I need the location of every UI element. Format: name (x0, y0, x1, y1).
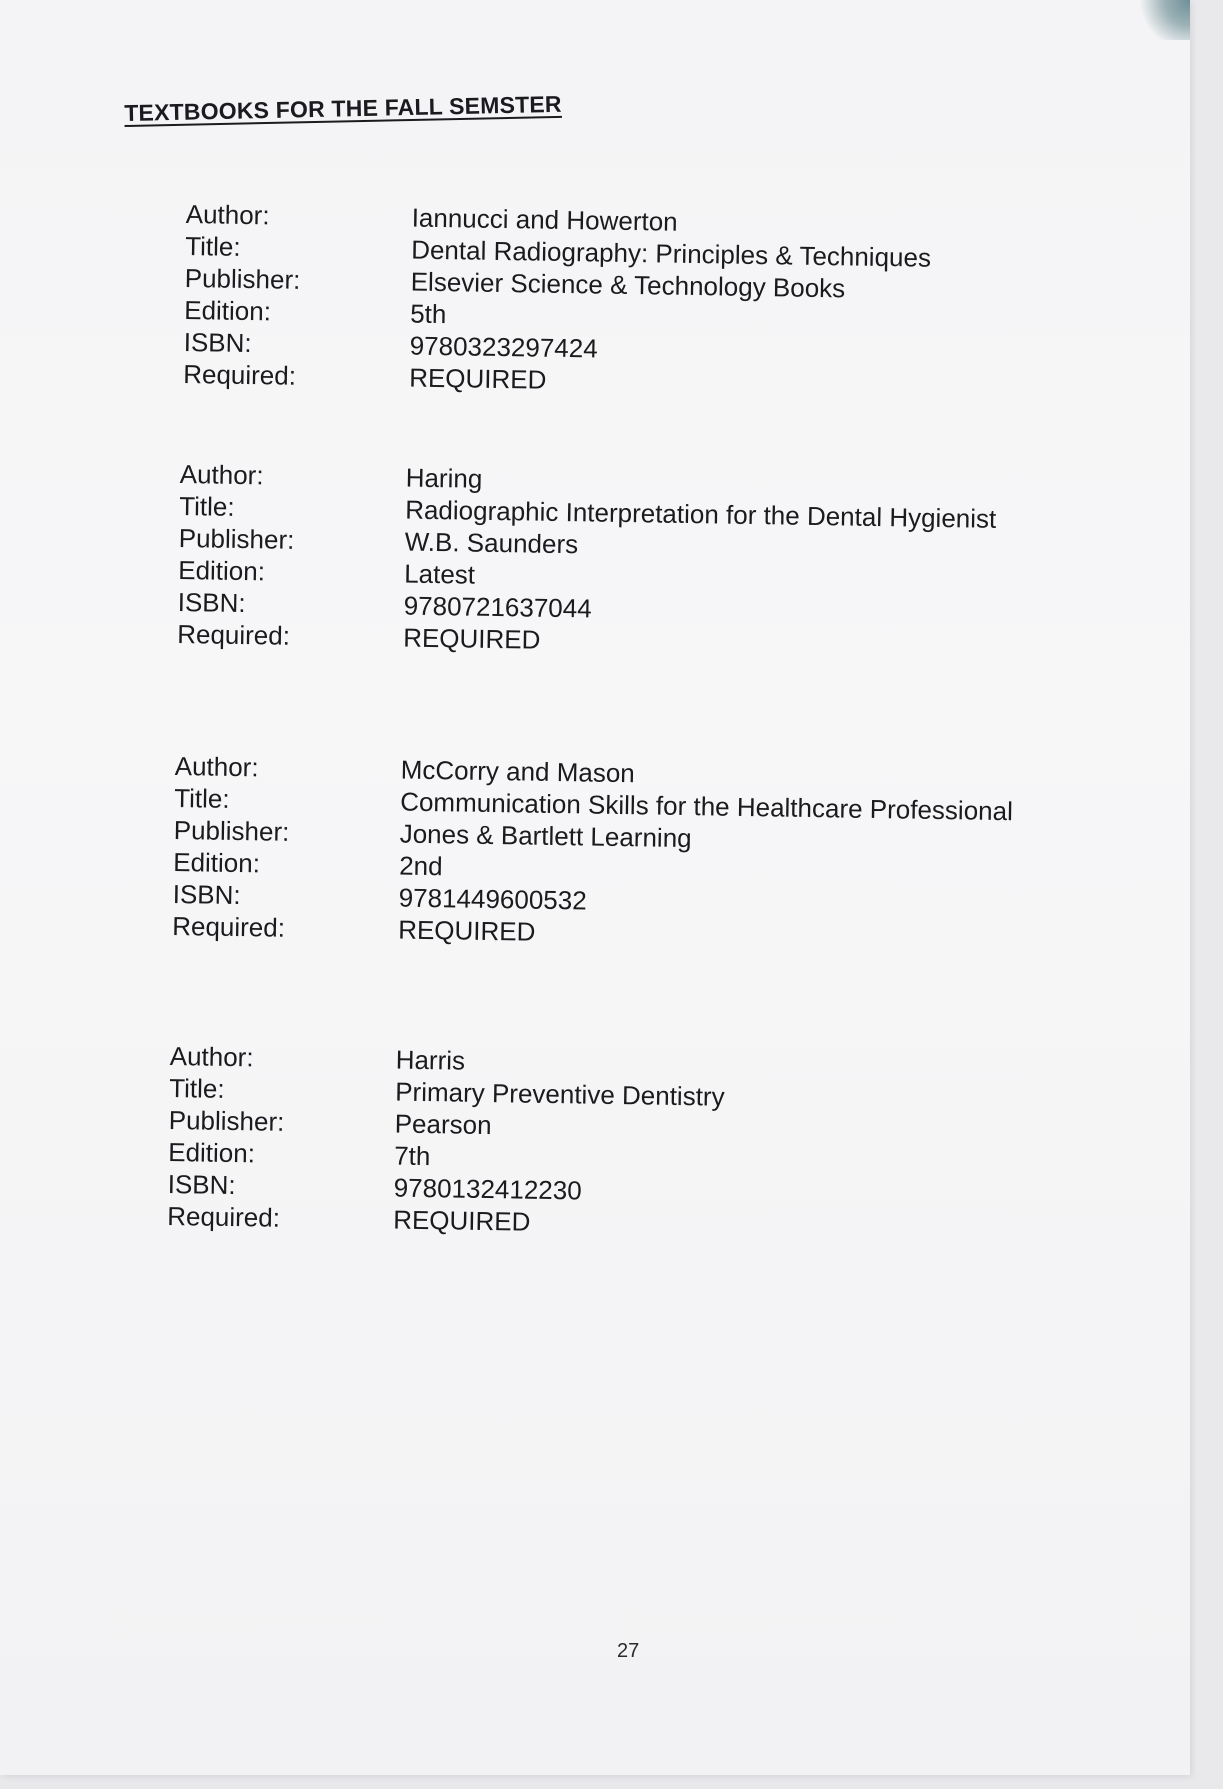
publisher-value: Pearson (394, 1108, 492, 1141)
isbn-label: ISBN: (167, 1168, 236, 1201)
isbn-label: ISBN: (172, 878, 241, 911)
isbn-value: 9780721637044 (403, 590, 592, 624)
publisher-value: W.B. Saunders (404, 526, 579, 560)
book-entry-3 (172, 750, 1075, 956)
title-label: Title: (174, 782, 230, 814)
author-label: Author: (185, 198, 270, 231)
author-label: Author: (169, 1040, 254, 1073)
author-value: Haring (405, 462, 483, 494)
title-label: Title: (179, 490, 235, 522)
isbn-value: 9780132412230 (393, 1172, 582, 1206)
edition-label: Edition: (173, 846, 261, 879)
edition-label: Edition: (184, 294, 272, 327)
book-entry-4 (167, 1040, 1070, 1246)
isbn-label: ISBN: (183, 326, 252, 359)
edition-label: Edition: (168, 1136, 256, 1169)
publisher-label: Publisher: (173, 814, 290, 847)
author-label: Author: (179, 458, 264, 491)
isbn-value: 9781449600532 (398, 882, 587, 916)
required-label: Required: (171, 910, 286, 943)
title-label: Title: (185, 230, 241, 262)
required-value: REQUIRED (402, 622, 541, 655)
book-entry-2 (177, 458, 1080, 664)
page-number: 27 (617, 1640, 640, 1662)
edition-value: 5th (409, 298, 447, 330)
title-value: Communication Skills for the Healthcare Professional (399, 786, 1014, 827)
author-value: Iannucci and Howerton (411, 202, 678, 237)
author-label: Author: (174, 750, 259, 783)
required-value: REQUIRED (397, 914, 536, 947)
title-value: Radiographic Interpretation for the Dental Hygienist (404, 494, 997, 534)
required-value: REQUIRED (408, 362, 547, 395)
page-heading: TEXTBOOKS FOR THE FALL SEMSTER (124, 90, 562, 126)
author-value: McCorry and Mason (400, 754, 636, 789)
author-value: Harris (395, 1044, 466, 1076)
required-label: Required: (182, 358, 297, 391)
isbn-label: ISBN: (177, 586, 246, 619)
required-label: Required: (176, 618, 291, 651)
page-corner-shadow (1130, 0, 1190, 40)
required-value: REQUIRED (392, 1204, 531, 1237)
edition-value: 7th (393, 1140, 431, 1172)
required-label: Required: (166, 1200, 281, 1233)
edition-value: Latest (403, 558, 476, 590)
publisher-label: Publisher: (184, 262, 301, 295)
edition-value: 2nd (398, 850, 443, 882)
publisher-value: Jones & Bartlett Learning (399, 818, 692, 854)
publisher-value: Elsevier Science & Technology Books (410, 266, 846, 304)
edition-label: Edition: (178, 554, 266, 587)
title-value: Primary Preventive Dentistry (394, 1076, 725, 1112)
publisher-label: Publisher: (168, 1104, 285, 1137)
title-label: Title: (169, 1072, 225, 1104)
book-entry-1 (183, 198, 1086, 404)
publisher-label: Publisher: (178, 522, 295, 555)
title-value: Dental Radiography: Principles & Techniques (410, 234, 932, 273)
isbn-value: 9780323297424 (409, 330, 598, 364)
